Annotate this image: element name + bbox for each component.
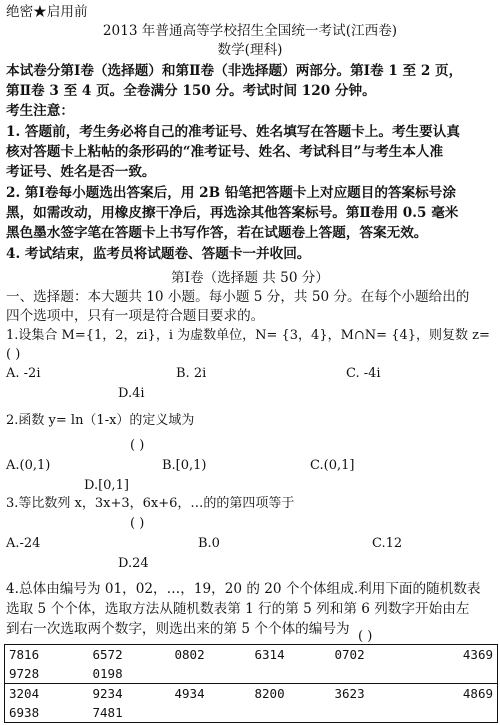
q3-option-a: A.-24 (6, 536, 41, 551)
random-number-table (4, 644, 498, 723)
q2-option-b: B.[0,1) (162, 458, 207, 473)
q2-stem: 2.函数 y= ln（1-x）的定义域为 (6, 413, 195, 428)
part1-instruction-1: 一、选择题：本大题共 10 小题。每小题 5 分，共 50 分。在每个小题给出的 (6, 289, 470, 305)
notice-line-6: 黑色墨水签字笔在答题卡上书写作答，若在试题卷上答题，答案无效。 (6, 225, 428, 241)
table-cell: 7481 (89, 703, 171, 723)
table-cell (331, 703, 411, 723)
intro-line-1: 本试卷分第Ⅰ卷（选择题）和第Ⅱ卷（非选择题）两部分。第Ⅰ卷 1 至 2 页， (6, 63, 463, 79)
exam-title: 2013 年普通高等学校招生全国统一考试(江西卷) (102, 23, 398, 39)
part1-title: 第Ⅰ卷（选择题 共 50 分） (171, 270, 329, 286)
table-cell (411, 703, 498, 723)
q4-line-2: 选取 5 个个体，选取方法从随机数表第 1 行的第 5 列和第 6 列数字开始由左 (6, 601, 470, 617)
q2-option-c: C.(0,1] (310, 458, 355, 473)
notice-line-1: 1. 答题前，考生务必将自己的准考证号、姓名填写在答题卡上。考生要认真 (6, 124, 460, 140)
table-cell: 4369 (411, 645, 498, 665)
q3-option-d: D.24 (118, 556, 149, 571)
q1-option-c: C. -4i (346, 366, 381, 381)
table-cell: 4934 (174, 686, 205, 701)
table-cell: 3623 (334, 686, 365, 701)
table-cell: 6314 (251, 645, 331, 665)
table-cell (331, 664, 411, 684)
table-row (5, 645, 498, 665)
q2-answer-paren: ( ) (130, 438, 145, 453)
notice-line-2: 核对答题卡上粘帖的条形码的“准考证号、姓名、考试科目”与考生本人准 (6, 144, 444, 160)
q1-option-b: B. 2i (176, 366, 207, 381)
secret-label: 绝密★启用前 (6, 4, 88, 20)
table-row (5, 684, 498, 704)
q1-stem: 1.设集合 M={1，2，zi}，i 为虚数单位，N= {3，4}，M∩N= {4}，则复数 z= (6, 328, 490, 343)
table-cell: 0702 (331, 645, 411, 665)
table-cell (251, 703, 331, 723)
table-cell: 0198 (89, 664, 171, 684)
q4-answer-paren: ( ) (358, 629, 373, 644)
q3-stem: 3.等比数列 x，3x+3，6x+6，…的的第四项等于 (6, 496, 295, 511)
q4-line-1: 4.总体由编号为 01，02，…，19，20 的 20 个个体组成.利用下面的随机数表 (6, 581, 481, 597)
table-cell (411, 664, 498, 684)
notice-line-3: 考证号、姓名是否一致。 (6, 164, 156, 180)
intro-line-2: 第Ⅱ卷 3 至 4 页。全卷满分 150 分。考试时间 120 分钟。 (6, 83, 376, 99)
table-cell: 6938 (5, 703, 89, 723)
q3-option-c: C.12 (372, 536, 403, 551)
table-cell: 7816 (5, 645, 89, 665)
table-cell: 6572 (89, 645, 171, 665)
table-cell (171, 664, 251, 684)
table-cell: 4869 (411, 684, 498, 704)
table-cell (251, 664, 331, 684)
notice-line-4: 2. 第Ⅰ卷每小题选出答案后，用 2B 铅笔把答题卡上对应题目的答案标号涂 (6, 185, 456, 201)
exam-subtitle: 数学(理科) (217, 42, 283, 58)
q2-option-d: D.[0,1] (84, 478, 129, 493)
part1-instruction-2: 四个选项中，只有一项是符合题目要求的。 (6, 308, 265, 324)
q3-answer-paren: ( ) (130, 516, 145, 531)
table-cell: 9728 (5, 664, 89, 684)
notice-heading: 考生注意： (6, 103, 74, 119)
q3-option-b: B.0 (198, 536, 220, 551)
q1-option-a: A. -2i (6, 366, 41, 381)
q2-option-a: A.(0,1) (6, 458, 51, 473)
table-cell: 0802 (171, 645, 251, 665)
table-cell: 8200 (254, 686, 285, 701)
table-cell: 3204 (5, 684, 89, 704)
notice-line-7: 4. 考试结束，监考员将试题卷、答题卡一并收回。 (6, 246, 311, 262)
notice-line-5: 黑，如需改动，用橡皮擦干净后，再选涂其他答案标号。第Ⅱ卷用 0.5 毫米 (6, 205, 459, 221)
table-cell: 9234 (92, 686, 123, 701)
table-row (5, 703, 498, 723)
table-row (5, 664, 498, 684)
q1-answer-paren: ( ) (6, 347, 21, 362)
q4-line-3: 到右一次选取两个数字，则选出来的第 5 个个体的编号为 (6, 621, 350, 637)
table-cell (171, 703, 251, 723)
q1-option-d: D.4i (118, 386, 145, 401)
